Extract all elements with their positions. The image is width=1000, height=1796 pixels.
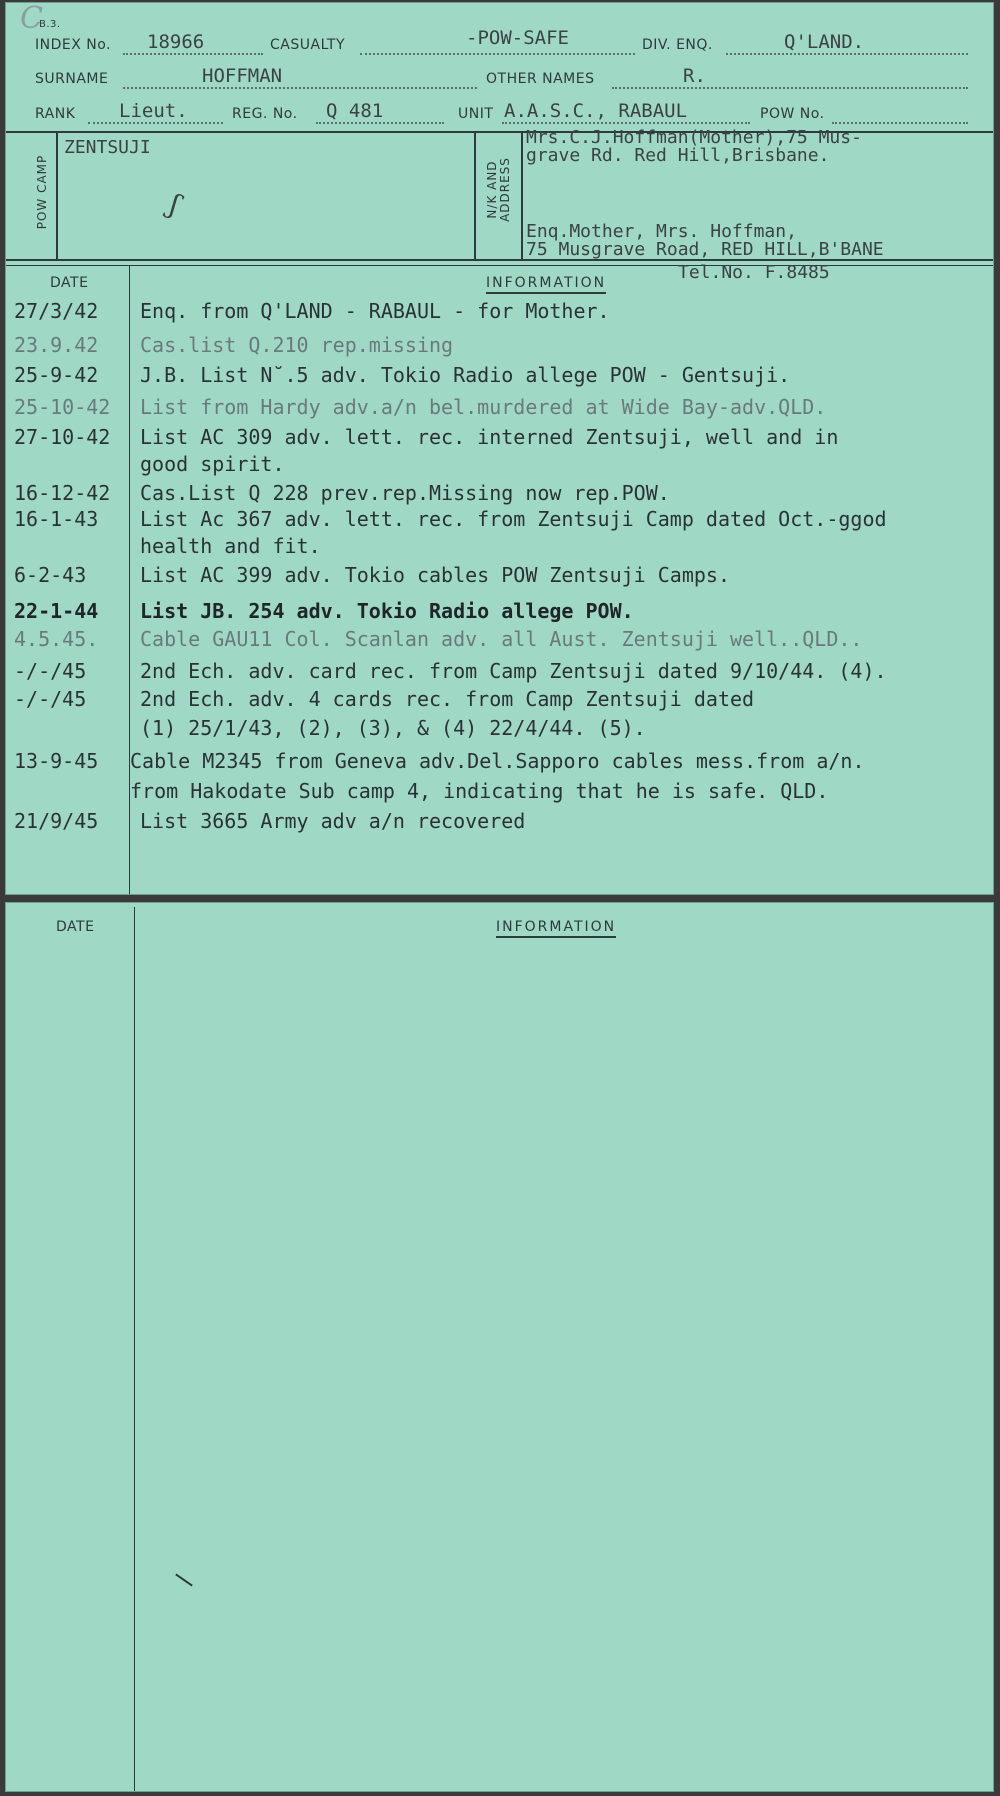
entry-date: 22-1-44 bbox=[14, 599, 99, 623]
camp-label-divider bbox=[56, 131, 58, 259]
entry-text: List AC 309 adv. lett. rec. interned Zentsuji, well and in bbox=[140, 425, 839, 449]
nk-line-4: 75 Musgrave Road, RED HILL,B'BANE bbox=[526, 239, 884, 260]
unit-line bbox=[502, 122, 750, 124]
index-no-line bbox=[123, 53, 263, 55]
entry-date: 16-12-42 bbox=[14, 481, 111, 505]
entry bbox=[6, 425, 994, 454]
pow-camp-value: ZENTSUJI bbox=[64, 137, 151, 158]
entry-date: 25-10-42 bbox=[14, 395, 111, 419]
casualty-label: CASUALTY bbox=[270, 37, 346, 53]
entry bbox=[6, 299, 994, 328]
entry bbox=[6, 599, 994, 628]
entry bbox=[6, 563, 994, 592]
address-label-divider bbox=[521, 131, 523, 259]
camp-address-divider bbox=[474, 131, 476, 259]
entry-text: Cas.list Q.210 rep.missing bbox=[140, 333, 454, 357]
entry-continuation: health and fit. bbox=[140, 534, 321, 558]
entry bbox=[6, 507, 994, 536]
back-date-header: DATE bbox=[56, 919, 95, 935]
entry-date: 21/9/45 bbox=[14, 809, 99, 833]
div-enq-line bbox=[726, 53, 968, 55]
other-names-label: OTHER NAMES bbox=[486, 71, 595, 87]
unit-value: A.A.S.C., RABAUL bbox=[504, 100, 688, 122]
entry bbox=[6, 481, 994, 510]
entry-date: 25-9-42 bbox=[14, 363, 99, 387]
entry-date: 27-10-42 bbox=[14, 425, 111, 449]
pen-mark bbox=[175, 1573, 193, 1586]
entry bbox=[6, 333, 994, 362]
nk-address-label bbox=[486, 142, 512, 237]
handwritten-mark: C bbox=[20, 2, 43, 36]
casualty-value: -POW-SAFE bbox=[466, 27, 569, 49]
entry-date: 16-1-43 bbox=[14, 507, 99, 531]
card-back bbox=[5, 902, 994, 1792]
pow-no-line bbox=[832, 122, 968, 124]
entry-text: Enq. from Q'LAND - RABAUL - for Mother. bbox=[140, 299, 610, 323]
entry-continuation: from Hakodate Sub camp 4, indicating that he is safe. QLD. bbox=[130, 779, 829, 803]
entry-date: 6-2-43 bbox=[14, 563, 87, 587]
entry-continuation: (1) 25/1/43, (2), (3), & (4) 22/4/44. (5). bbox=[140, 716, 646, 740]
entry bbox=[6, 395, 994, 424]
reg-no-label: REG. No. bbox=[232, 106, 298, 122]
entry-text: Cas.List Q 228 prev.rep.Missing now rep.POW. bbox=[140, 481, 670, 505]
entry-date: 13-9-45 bbox=[14, 749, 99, 773]
entry-text: 2nd Ech. adv. 4 cards rec. from Camp Zentsuji dated bbox=[140, 687, 755, 711]
tel-no: Tel.No. F.8485 bbox=[678, 262, 830, 283]
entry-text: List JB. 254 adv. Tokio Radio allege POW. bbox=[140, 599, 634, 623]
div-enq-value: Q'LAND. bbox=[784, 31, 865, 53]
entry-date: 23.9.42 bbox=[14, 333, 99, 357]
other-names-value: R. bbox=[683, 65, 706, 87]
entry bbox=[6, 687, 994, 716]
entry-continuation: good spirit. bbox=[140, 452, 285, 476]
box-bottom-rule-2 bbox=[6, 265, 994, 266]
rank-line bbox=[88, 122, 223, 124]
entry-date: 27/3/42 bbox=[14, 299, 99, 323]
entry-text: Cable GAU11 Col. Scanlan adv. all Aust. Zentsuji well..QLD.. bbox=[140, 627, 863, 651]
rank-value: Lieut. bbox=[119, 100, 188, 122]
date-header: DATE bbox=[50, 275, 89, 291]
entry bbox=[6, 809, 994, 838]
reg-no-value: Q 481 bbox=[326, 100, 384, 122]
entry-text: 2nd Ech. adv. card rec. from Camp Zentsuji dated 9/10/44. (4). bbox=[140, 659, 887, 683]
pow-camp-label: POW CAMP bbox=[35, 154, 49, 230]
entry-date: 4.5.45. bbox=[14, 627, 99, 651]
entry-text: List Ac 367 adv. lett. rec. from Zentsuji Camp dated Oct.-ggod bbox=[140, 507, 887, 531]
casualty-line bbox=[360, 53, 635, 55]
entry-text: List 3665 Army adv a/n recovered bbox=[140, 809, 526, 833]
nk-and-label: N/K AND bbox=[485, 160, 499, 219]
other-names-line bbox=[612, 87, 968, 89]
form-code: B.3. bbox=[39, 19, 61, 30]
back-information-header: INFORMATION bbox=[496, 919, 616, 938]
nk-line-3: Enq.Mother, Mrs. Hoffman, bbox=[526, 221, 797, 242]
nk-line-1: Mrs.C.J.Hoffman(Mother),75 Mus- bbox=[526, 127, 862, 148]
index-no-value: 18966 bbox=[147, 31, 205, 53]
card-front bbox=[5, 2, 994, 895]
entry-date: -/-/45 bbox=[14, 659, 87, 683]
surname-line bbox=[123, 87, 477, 89]
entry-text: J.B. List N˘.5 adv. Tokio Radio allege POW - Gentsuji. bbox=[140, 363, 791, 387]
unit-label: UNIT bbox=[458, 106, 494, 122]
entry bbox=[6, 627, 994, 656]
entry bbox=[6, 363, 994, 392]
entry-text: List AC 399 adv. Tokio cables POW Zentsuji Camps. bbox=[140, 563, 731, 587]
nk-line-2: grave Rd. Red Hill,Brisbane. bbox=[526, 145, 830, 166]
pow-no-label: POW No. bbox=[760, 106, 825, 122]
entry bbox=[6, 659, 994, 688]
entry bbox=[6, 749, 994, 778]
index-no-label: INDEX No. bbox=[35, 37, 112, 53]
reg-no-line bbox=[316, 122, 444, 124]
rank-label: RANK bbox=[35, 106, 76, 122]
surname-label: SURNAME bbox=[35, 71, 109, 87]
div-enq-label: DIV. ENQ. bbox=[642, 37, 713, 53]
entry-text: Cable M2345 from Geneva adv.Del.Sapporo cables mess.from a/n. bbox=[130, 749, 865, 773]
address-label: ADDRESS bbox=[498, 157, 512, 222]
surname-value: HOFFMAN bbox=[202, 65, 283, 87]
entry-text: List from Hardy adv.a/n bel.murdered at Wide Bay-adv.QLD. bbox=[140, 395, 827, 419]
information-header: INFORMATION bbox=[486, 275, 606, 294]
entry-date: -/-/45 bbox=[14, 687, 87, 711]
back-date-column-divider bbox=[134, 907, 135, 1792]
pen-mark: ʃ bbox=[164, 187, 186, 222]
